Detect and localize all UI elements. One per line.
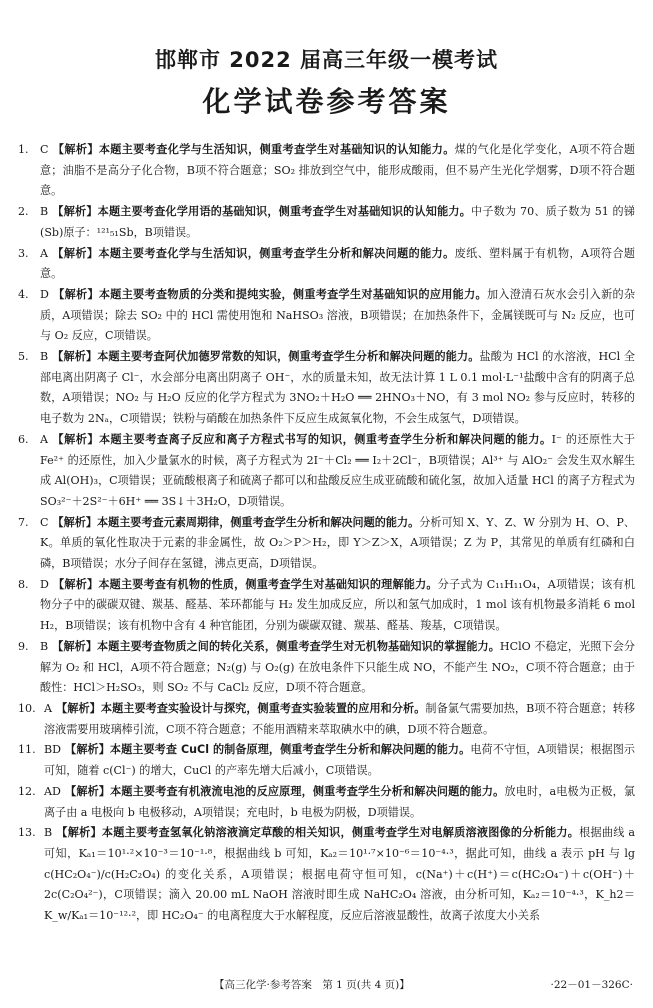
analysis-lead: 本题主要考查离子反应和离子方程式书写的知识，侧重考查学生分析和解决问题的能力。 (98, 432, 552, 446)
answer-item-9 (18, 637, 635, 699)
analysis-tag: 【解析】 (52, 432, 99, 446)
analysis-lead: 本题主要考查化学与生活知识，侧重考查学生分析和解决问题的能力。 (98, 246, 455, 260)
answer-item-3 (18, 244, 635, 285)
analysis-body: HClO 不稳定，光照下会分解为 O₂ 和 HCl，A项不符合题意；N₂(g) 与 O₂(g) 在放电条件下只能生成 NO，不能产生 NO₂，C项不符合题意；由于酸性：HCl＞H₂SO₃，则 SO₂ 不与 CaCl₂ 反应，D项不符合题意。 (40, 639, 635, 695)
question-number: 2. (18, 205, 29, 219)
answer-item-8 (18, 575, 635, 637)
analysis-body: 废纸、塑料属于有机物，A项符合题意。 (40, 246, 635, 281)
answer-choice: B (40, 350, 49, 364)
analysis-body: 电荷不守恒，A项错误；根据图示可知，随着 c(Cl⁻) 的增大，CuCl 的产率先增大后减小，C项错误。 (44, 743, 635, 778)
answer-choice: D (40, 577, 49, 591)
analysis-lead: 本题主要考查物质的分类和提纯实验，侧重考查学生对基础知识的应用能力。 (98, 287, 487, 301)
answer-item-4 (18, 285, 635, 347)
analysis-body: 放电时，a电极为正极，氯离子由 a 电极向 b 电极移动，A项错误；充电时，b 电极为阴极，D项错误。 (44, 784, 635, 819)
analysis-tag: 【解析】 (64, 784, 111, 798)
answer-choice: B (40, 205, 49, 219)
answer-item-10 (18, 699, 635, 740)
answer-item-6 (18, 430, 635, 513)
analysis-body: 制备氯气需要加热，B项不符合题意；转移溶液需要用玻璃棒引流，C项不符合题意；不能用酒精来萃取碘水中的碘，D项不符合题意。 (44, 701, 635, 736)
question-number: 6. (18, 432, 29, 446)
analysis-body: 分子式为 C₁₁H₁₁O₄，A项错误；该有机物分子中的碳碳双键、羰基、醛基、苯环都能与 H₂ 发生加成反应，所以和氢气加成时，1 mol 该有机物最多消耗 6 mol H₂，B项错误；该有机物中含有 4 种官能团，分别为碳碳双键、羰基、醛基、羧基，C项错误。 (40, 577, 635, 633)
analysis-tag: 【解析】 (65, 743, 110, 757)
analysis-body: 中子数为 70、质子数为 51 的锑(Sb)原子：¹²¹₅₁Sb，B项错误。 (40, 205, 635, 239)
question-number: 7. (18, 515, 29, 529)
question-number: 9. (18, 639, 29, 653)
analysis-tag: 【解析】 (52, 515, 97, 529)
answer-item-13 (18, 823, 635, 927)
analysis-tag: 【解析】 (52, 287, 99, 301)
answer-choice: B (44, 826, 53, 840)
document-title: 化学试卷参考答案 (202, 85, 451, 118)
analysis-body: 盐酸为 HCl 的水溶液，HCl 全部电离出阴离子 Cl⁻，水会部分电离出阴离子 OH⁻，水的质量未知，故无法计算 1 L 0.1 mol·L⁻¹盐酸中含有的阴离子总数，A项错误；NO₂ 与 H₂O 反应的化学方程式为 3NO₂＋H₂O ══ 2HNO₃＋NO，有 3 mol NO₂ 参与反应时，转移的电子数为 2Nₐ，C项错误；铁粉与硝酸在加热条件下反应生成氮氧化物，不会生成氢气，D项错误。 (40, 350, 635, 426)
answer-choice: D (40, 287, 49, 301)
answer-item-5 (18, 347, 635, 430)
analysis-body: 加入澄清石灰水会引入新的杂质，A项错误；除去 SO₂ 中的 HCl 需使用饱和 NaHSO₃ 溶液，B项错误；在加热条件下，金属镁既可与 N₂ 反应，也可与 O₂ 反应，C项错误。 (40, 287, 635, 343)
answer-item-11 (18, 740, 635, 781)
answer-choice: B (40, 639, 49, 653)
analysis-lead: 本题主要考查 CuCl 的制备原理，侧重考查学生分析和解决问题的能力。 (109, 743, 471, 757)
analysis-lead: 本题主要考查化学用语的基础知识，侧重考查学生对基础知识的认知能力。 (97, 205, 472, 219)
analysis-tag: 【解析】 (56, 701, 101, 715)
analysis-lead: 本题主要考查元素周期律，侧重考查学生分析和解决问题的能力。 (96, 515, 420, 529)
analysis-lead: 本题主要考查有机液流电池的反应原理，侧重考查学生分析和解决问题的能力。 (110, 784, 505, 798)
question-number: 13. (18, 826, 36, 840)
question-number: 8. (18, 577, 29, 591)
question-number: 10. (18, 701, 36, 715)
analysis-lead: 本题主要考查有机物的性质，侧重考查学生对基础知识的理解能力。 (98, 577, 438, 591)
analysis-tag: 【解析】 (52, 246, 99, 260)
analysis-body: 根据曲线 a 可知，Kₐ₁＝10¹·²×10⁻³＝10⁻¹·⁸，根据曲线 b 可知，Kₐ₂＝10¹·⁷×10⁻⁶＝10⁻⁴·³，据此可知，曲线 a 表示 pH 与 lg c(HC₂O₄⁻)/c(H₂C₂O₄) 的变化关系，A项错误；根据电荷守恒可知，c(Na⁺)＋c(H⁺)＝c(HC₂O₄⁻)＋c(OH⁻)＋2c(C₂O₄²⁻)，C项错误；滴入 20.00 mL NaOH 溶液时即生成 NaHC₂O₄ 溶液，由分析可知，Kₐ₂＝10⁻⁴·³，K_h2＝K_w/Kₐ₁＝10⁻¹²·²，即 HC₂O₄⁻ 的电离程度大于水解程度，反应后溶液显酸性，故离子浓度大小关系 (44, 826, 635, 923)
exam-title: 邯郸市 2022 届高三年级一模考试 (154, 48, 499, 72)
answer-choice: A (44, 701, 53, 715)
answer-choice: A (40, 246, 49, 260)
analysis-lead: 本题主要考查氢氧化钠溶液滴定草酸的相关知识，侧重考查学生对电解质溶液图像的分析能力。 (101, 826, 580, 840)
analysis-tag: 【解析】 (52, 143, 99, 156)
analysis-body: 煤的气化是化学变化，A项不符合题意；油脂不是高分子化合物，B项不符合题意；SO₂ 排放到空气中，能形成酸雨，但不易产生光化学烟雾，D项不符合题意。 (40, 143, 635, 198)
answer-item-12 (18, 782, 635, 823)
answer-choice: C (40, 515, 49, 529)
question-number: 4. (18, 287, 29, 301)
analysis-tag: 【解析】 (52, 350, 98, 364)
answer-item-7 (18, 513, 635, 575)
analysis-tag: 【解析】 (56, 826, 102, 840)
analysis-tag: 【解析】 (52, 639, 98, 653)
analysis-lead: 本题主要考查阿伏加德罗常数的知识，侧重考查学生分析和解决问题的能力。 (97, 350, 480, 364)
footer-code: ·22－01－326C· (550, 979, 633, 991)
question-number: 1. (18, 143, 29, 156)
question-number: 12. (18, 784, 36, 798)
answer-item-2 (18, 202, 635, 243)
analysis-lead: 本题主要考查化学与生活知识，侧重考查学生对基础知识的认知能力。 (98, 143, 455, 156)
answer-choice: C (40, 143, 49, 156)
answer-item-1 (18, 140, 635, 202)
analysis-tag: 【解析】 (52, 577, 99, 591)
answer-choice: BD (44, 743, 62, 757)
footer-page-label: 【高三化学·参考答案 第 1 页(共 4 页)】 (214, 979, 410, 991)
analysis-body: 分析可知 X、Y、Z、W 分别为 H、O、P、K。单质的氧化性取决于元素的非金属性，故 O₂＞P＞H₂，即 Y＞Z＞X，A项错误；Z 为 P，其常见的单质有红磷和白磷，B项错误；水分子间存在氢键，沸点更高，D项错误。 (40, 515, 635, 571)
answer-list (18, 140, 635, 927)
analysis-body: I⁻ 的还原性大于 Fe²⁺ 的还原性，加入少量氯水的时候，离子方程式为 2I⁻＋Cl₂ ══ I₂＋2Cl⁻，B项错误；Al³⁺ 与 AlO₂⁻ 会发生双水解生成 Al(OH)₃，C项错误；亚硫酸根离子和硫离子都可以和盐酸反应生成亚硫酸和硫化氢，故加入适量 HCl 的离子方程式为 SO₃²⁻＋2S²⁻＋6H⁺ ══ 3S↓＋3H₂O，D项错误。 (40, 432, 635, 508)
question-number: 11. (18, 743, 36, 757)
question-number: 5. (18, 350, 29, 364)
analysis-tag: 【解析】 (52, 205, 98, 219)
question-number: 3. (18, 246, 29, 260)
analysis-lead: 本题主要考查实验设计与探究，侧重考查实验装置的应用和分析。 (100, 701, 426, 715)
answer-choice: A (40, 432, 49, 446)
analysis-lead: 本题主要考查物质之间的转化关系，侧重考查学生对无机物基础知识的掌握能力。 (97, 639, 500, 653)
answer-choice: AD (44, 784, 61, 798)
